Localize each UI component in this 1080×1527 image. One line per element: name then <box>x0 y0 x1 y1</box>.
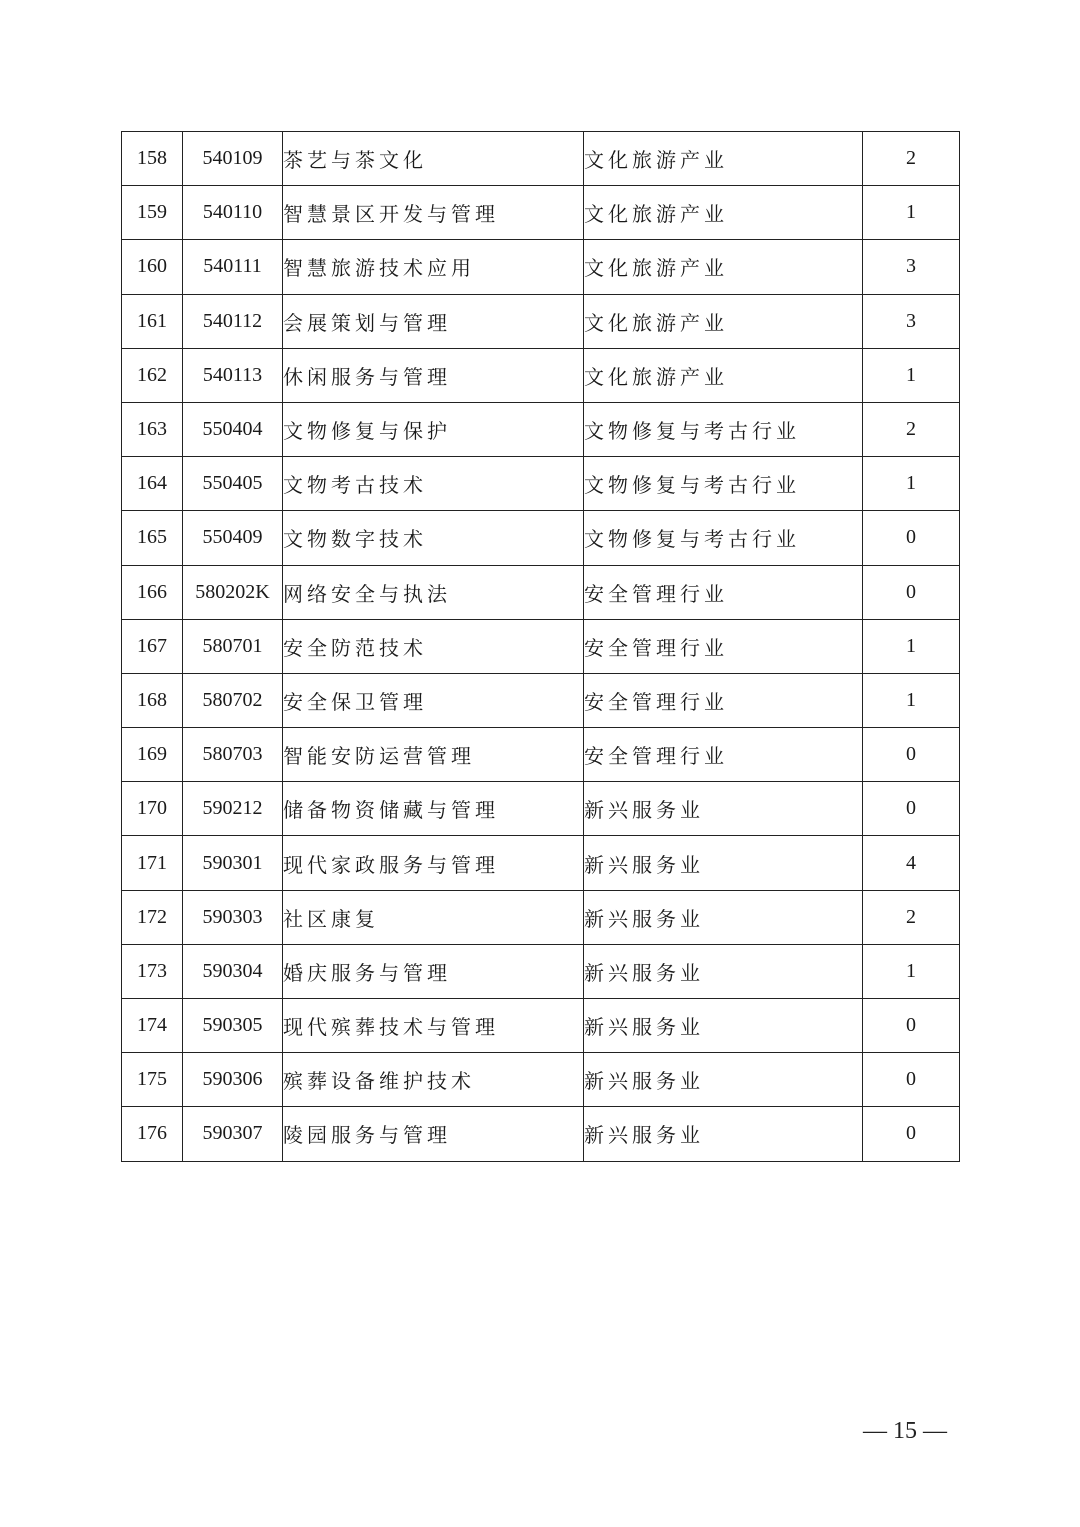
table-row <box>122 999 960 1053</box>
industry: 文化旅游产业 <box>584 240 863 294</box>
major-code: 540110 <box>183 186 283 240</box>
major-name: 储备物资储藏与管理 <box>283 782 584 836</box>
count: 1 <box>863 673 960 727</box>
major-name: 社区康复 <box>283 890 584 944</box>
count: 1 <box>863 944 960 998</box>
table-row <box>122 619 960 673</box>
major-name: 网络安全与执法 <box>283 565 584 619</box>
count: 0 <box>863 1107 960 1161</box>
major-name: 安全防范技术 <box>283 619 584 673</box>
industry: 新兴服务业 <box>584 836 863 890</box>
major-name: 智慧旅游技术应用 <box>283 240 584 294</box>
industry: 安全管理行业 <box>584 619 863 673</box>
major-code: 550409 <box>183 511 283 565</box>
major-code: 590304 <box>183 944 283 998</box>
industry: 新兴服务业 <box>584 944 863 998</box>
industry: 文化旅游产业 <box>584 186 863 240</box>
row-number: 175 <box>122 1053 183 1107</box>
table-row <box>122 890 960 944</box>
count: 1 <box>863 457 960 511</box>
count: 2 <box>863 132 960 186</box>
count: 1 <box>863 348 960 402</box>
major-name: 休闲服务与管理 <box>283 348 584 402</box>
row-number: 168 <box>122 673 183 727</box>
industry: 文物修复与考古行业 <box>584 402 863 456</box>
table-row <box>122 348 960 402</box>
table-row <box>122 728 960 782</box>
industry: 安全管理行业 <box>584 565 863 619</box>
count: 0 <box>863 728 960 782</box>
major-name: 文物考古技术 <box>283 457 584 511</box>
row-number: 165 <box>122 511 183 565</box>
table-row <box>122 1053 960 1107</box>
table-row <box>122 186 960 240</box>
row-number: 167 <box>122 619 183 673</box>
industry: 文物修复与考古行业 <box>584 511 863 565</box>
major-code: 550405 <box>183 457 283 511</box>
row-number: 159 <box>122 186 183 240</box>
count: 3 <box>863 294 960 348</box>
major-name: 茶艺与茶文化 <box>283 132 584 186</box>
table-row <box>122 457 960 511</box>
major-code: 590305 <box>183 999 283 1053</box>
industry: 新兴服务业 <box>584 1107 863 1161</box>
major-name: 现代殡葬技术与管理 <box>283 999 584 1053</box>
major-name: 会展策划与管理 <box>283 294 584 348</box>
row-number: 164 <box>122 457 183 511</box>
count: 0 <box>863 782 960 836</box>
major-code: 540109 <box>183 132 283 186</box>
major-name: 智能安防运营管理 <box>283 728 584 782</box>
major-code: 540112 <box>183 294 283 348</box>
count: 1 <box>863 619 960 673</box>
table-row <box>122 836 960 890</box>
major-code: 580701 <box>183 619 283 673</box>
table-row <box>122 944 960 998</box>
major-code: 540111 <box>183 240 283 294</box>
count: 2 <box>863 402 960 456</box>
major-code: 540113 <box>183 348 283 402</box>
row-number: 172 <box>122 890 183 944</box>
major-name: 陵园服务与管理 <box>283 1107 584 1161</box>
industry: 文化旅游产业 <box>584 294 863 348</box>
count: 1 <box>863 186 960 240</box>
count: 2 <box>863 890 960 944</box>
industry: 安全管理行业 <box>584 673 863 727</box>
row-number: 176 <box>122 1107 183 1161</box>
count: 0 <box>863 999 960 1053</box>
industry: 新兴服务业 <box>584 890 863 944</box>
row-number: 170 <box>122 782 183 836</box>
industry: 文物修复与考古行业 <box>584 457 863 511</box>
table-row <box>122 565 960 619</box>
table-row <box>122 511 960 565</box>
row-number: 169 <box>122 728 183 782</box>
major-code: 580202K <box>183 565 283 619</box>
major-code: 590303 <box>183 890 283 944</box>
major-code: 590301 <box>183 836 283 890</box>
major-code: 590212 <box>183 782 283 836</box>
industry: 安全管理行业 <box>584 728 863 782</box>
count: 4 <box>863 836 960 890</box>
row-number: 163 <box>122 402 183 456</box>
row-number: 161 <box>122 294 183 348</box>
major-code: 550404 <box>183 402 283 456</box>
major-name: 殡葬设备维护技术 <box>283 1053 584 1107</box>
count: 0 <box>863 511 960 565</box>
majors-table <box>121 131 960 1162</box>
table-row <box>122 1107 960 1161</box>
industry: 新兴服务业 <box>584 782 863 836</box>
major-code: 590306 <box>183 1053 283 1107</box>
major-name: 文物修复与保护 <box>283 402 584 456</box>
row-number: 162 <box>122 348 183 402</box>
row-number: 160 <box>122 240 183 294</box>
row-number: 174 <box>122 999 183 1053</box>
table-body <box>122 132 960 1162</box>
major-name: 婚庆服务与管理 <box>283 944 584 998</box>
major-name: 智慧景区开发与管理 <box>283 186 584 240</box>
row-number: 173 <box>122 944 183 998</box>
major-name: 文物数字技术 <box>283 511 584 565</box>
row-number: 158 <box>122 132 183 186</box>
industry: 文化旅游产业 <box>584 348 863 402</box>
row-number: 166 <box>122 565 183 619</box>
industry: 新兴服务业 <box>584 999 863 1053</box>
major-code: 580702 <box>183 673 283 727</box>
table-row <box>122 673 960 727</box>
count: 3 <box>863 240 960 294</box>
table-row <box>122 402 960 456</box>
major-name: 安全保卫管理 <box>283 673 584 727</box>
major-code: 590307 <box>183 1107 283 1161</box>
major-code: 580703 <box>183 728 283 782</box>
table-row <box>122 782 960 836</box>
table-row <box>122 132 960 186</box>
page-number: — 15 — <box>863 1418 947 1444</box>
table-row <box>122 294 960 348</box>
industry: 文化旅游产业 <box>584 132 863 186</box>
count: 0 <box>863 1053 960 1107</box>
major-name: 现代家政服务与管理 <box>283 836 584 890</box>
table-row <box>122 240 960 294</box>
count: 0 <box>863 565 960 619</box>
row-number: 171 <box>122 836 183 890</box>
industry: 新兴服务业 <box>584 1053 863 1107</box>
